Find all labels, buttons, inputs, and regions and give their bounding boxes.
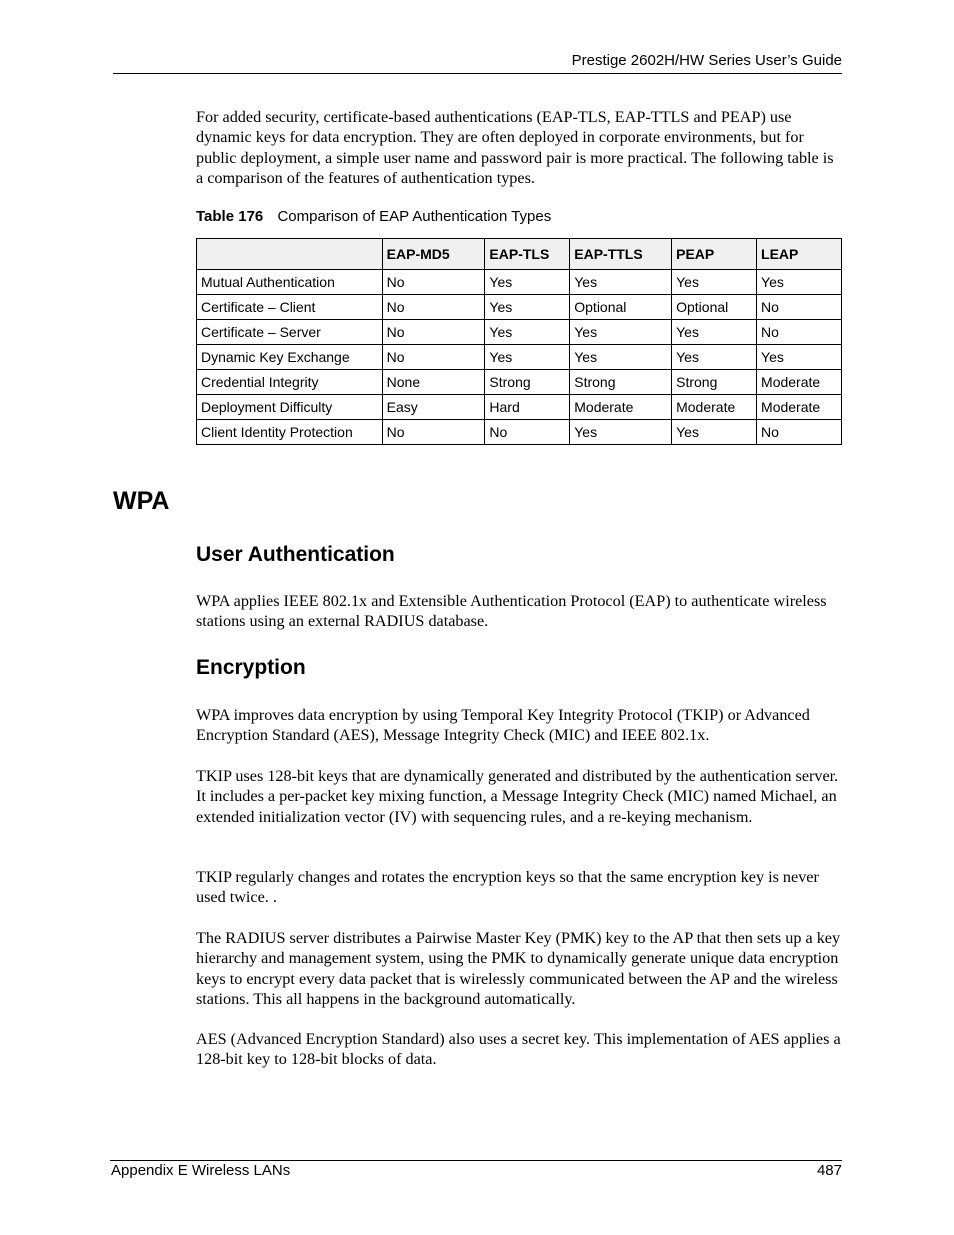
table-cell: Yes: [672, 270, 757, 295]
table-cell: Yes: [757, 345, 842, 370]
eap-comparison-table: [196, 238, 842, 445]
table-cell: No: [757, 320, 842, 345]
table-cell: No: [757, 420, 842, 445]
table-cell: Yes: [485, 295, 570, 320]
table-row: [197, 420, 842, 445]
table-cell: Yes: [570, 345, 672, 370]
table-header-cell: PEAP: [672, 239, 757, 270]
table-cell: Strong: [485, 370, 570, 395]
table-cell: Deployment Difficulty: [197, 395, 383, 420]
table-cell: Moderate: [672, 395, 757, 420]
table-cell: Yes: [757, 270, 842, 295]
table-cell: Yes: [570, 420, 672, 445]
encryption-paragraph-2: TKIP uses 128-bit keys that are dynamically generated and distributed by the authentication server. It includes a per-packet key mixing function, a Message Integrity Check (MIC) named Michael, an extended initialization vector (IV) with sequencing rules, and a re-keying mechanism.: [196, 767, 839, 826]
table-cell: Dynamic Key Exchange: [197, 345, 383, 370]
footer-rule: [110, 1160, 842, 1161]
table-cell: Mutual Authentication: [197, 270, 383, 295]
table-header-cell: LEAP: [757, 239, 842, 270]
section-title: WPA: [113, 487, 170, 515]
table-cell: Certificate – Server: [197, 320, 383, 345]
table-row: [197, 270, 842, 295]
table-row: [197, 345, 842, 370]
user-authentication-paragraph: WPA applies IEEE 802.1x and Extensible Authentication Protocol (EAP) to authenticate wireless stations using an external RADIUS database.: [196, 592, 827, 631]
table-cell: No: [382, 345, 485, 370]
header-rule: [113, 73, 842, 74]
table-cell: Optional: [570, 295, 672, 320]
page-number: 487: [816, 1162, 842, 1179]
table-cell: No: [382, 270, 485, 295]
table-caption-number: Table 176: [196, 208, 264, 225]
user-authentication-heading: User Authentication: [196, 543, 395, 566]
table-header-cell: EAP-TTLS: [570, 239, 672, 270]
table-cell: Moderate: [570, 395, 672, 420]
encryption-paragraph-4: The RADIUS server distributes a Pairwise Master Key (PMK) key to the AP that then sets up a key hierarchy and management system, using the PMK to dynamically generate unique data encryption keys to encrypt every data packet that is wirelessly communicated between the AP and the wireless stations. This all happens in the background automatically.: [196, 929, 841, 1008]
table-row: [197, 395, 842, 420]
encryption-paragraph-1: WPA improves data encryption by using Temporal Key Integrity Protocol (TKIP) or Advanced Encryption Standard (AES), Message Integrity Check (MIC) and IEEE 802.1x.: [196, 706, 810, 745]
encryption-heading: Encryption: [196, 656, 306, 679]
table-cell: Client Identity Protection: [197, 420, 383, 445]
table-cell: Yes: [485, 320, 570, 345]
table-cell: Yes: [672, 345, 757, 370]
table-cell: Yes: [570, 270, 672, 295]
table-cell: Yes: [485, 345, 570, 370]
table-cell: Yes: [570, 320, 672, 345]
table-row: [197, 295, 842, 320]
table-cell: Strong: [570, 370, 672, 395]
table-header-cell: EAP-MD5: [382, 239, 485, 270]
table-cell: Optional: [672, 295, 757, 320]
table-cell: None: [382, 370, 485, 395]
running-header: Prestige 2602H/HW Series User’s Guide: [571, 52, 842, 69]
table-cell: Moderate: [757, 395, 842, 420]
table-cell: Certificate – Client: [197, 295, 383, 320]
table-cell: No: [382, 420, 485, 445]
table-cell: No: [382, 295, 485, 320]
table-cell: Credential Integrity: [197, 370, 383, 395]
table-caption: [196, 208, 551, 225]
table-header-cell: EAP-TLS: [485, 239, 570, 270]
table-cell: Moderate: [757, 370, 842, 395]
table-row: [197, 370, 842, 395]
table-caption-title: Comparison of EAP Authentication Types: [277, 208, 552, 225]
table-cell: Yes: [672, 320, 757, 345]
table-row: [197, 320, 842, 345]
intro-paragraph: For added security, certificate-based authentications (EAP-TLS, EAP-TTLS and PEAP) use dynamic keys for data encryption. They are often deployed in corporate environments, but for public deployment, a simple user name and password pair is more practical. The following table is a comparison of the features of authentication types.: [196, 108, 834, 187]
table-cell: No: [757, 295, 842, 320]
table-cell: Yes: [672, 420, 757, 445]
table-cell: No: [382, 320, 485, 345]
table-cell: Strong: [672, 370, 757, 395]
table-cell: No: [485, 420, 570, 445]
table-header-row: [197, 239, 842, 270]
table-cell: Hard: [485, 395, 570, 420]
table-header-cell: [197, 239, 383, 270]
table-cell: Easy: [382, 395, 485, 420]
table-cell: Yes: [485, 270, 570, 295]
footer-chapter: Appendix E Wireless LANs: [111, 1162, 291, 1179]
encryption-paragraph-3: TKIP regularly changes and rotates the encryption keys so that the same encryption key is never used twice. .: [196, 868, 819, 907]
encryption-paragraph-5: AES (Advanced Encryption Standard) also uses a secret key. This implementation of AES applies a 128-bit key to 128-bit blocks of data.: [196, 1030, 841, 1069]
